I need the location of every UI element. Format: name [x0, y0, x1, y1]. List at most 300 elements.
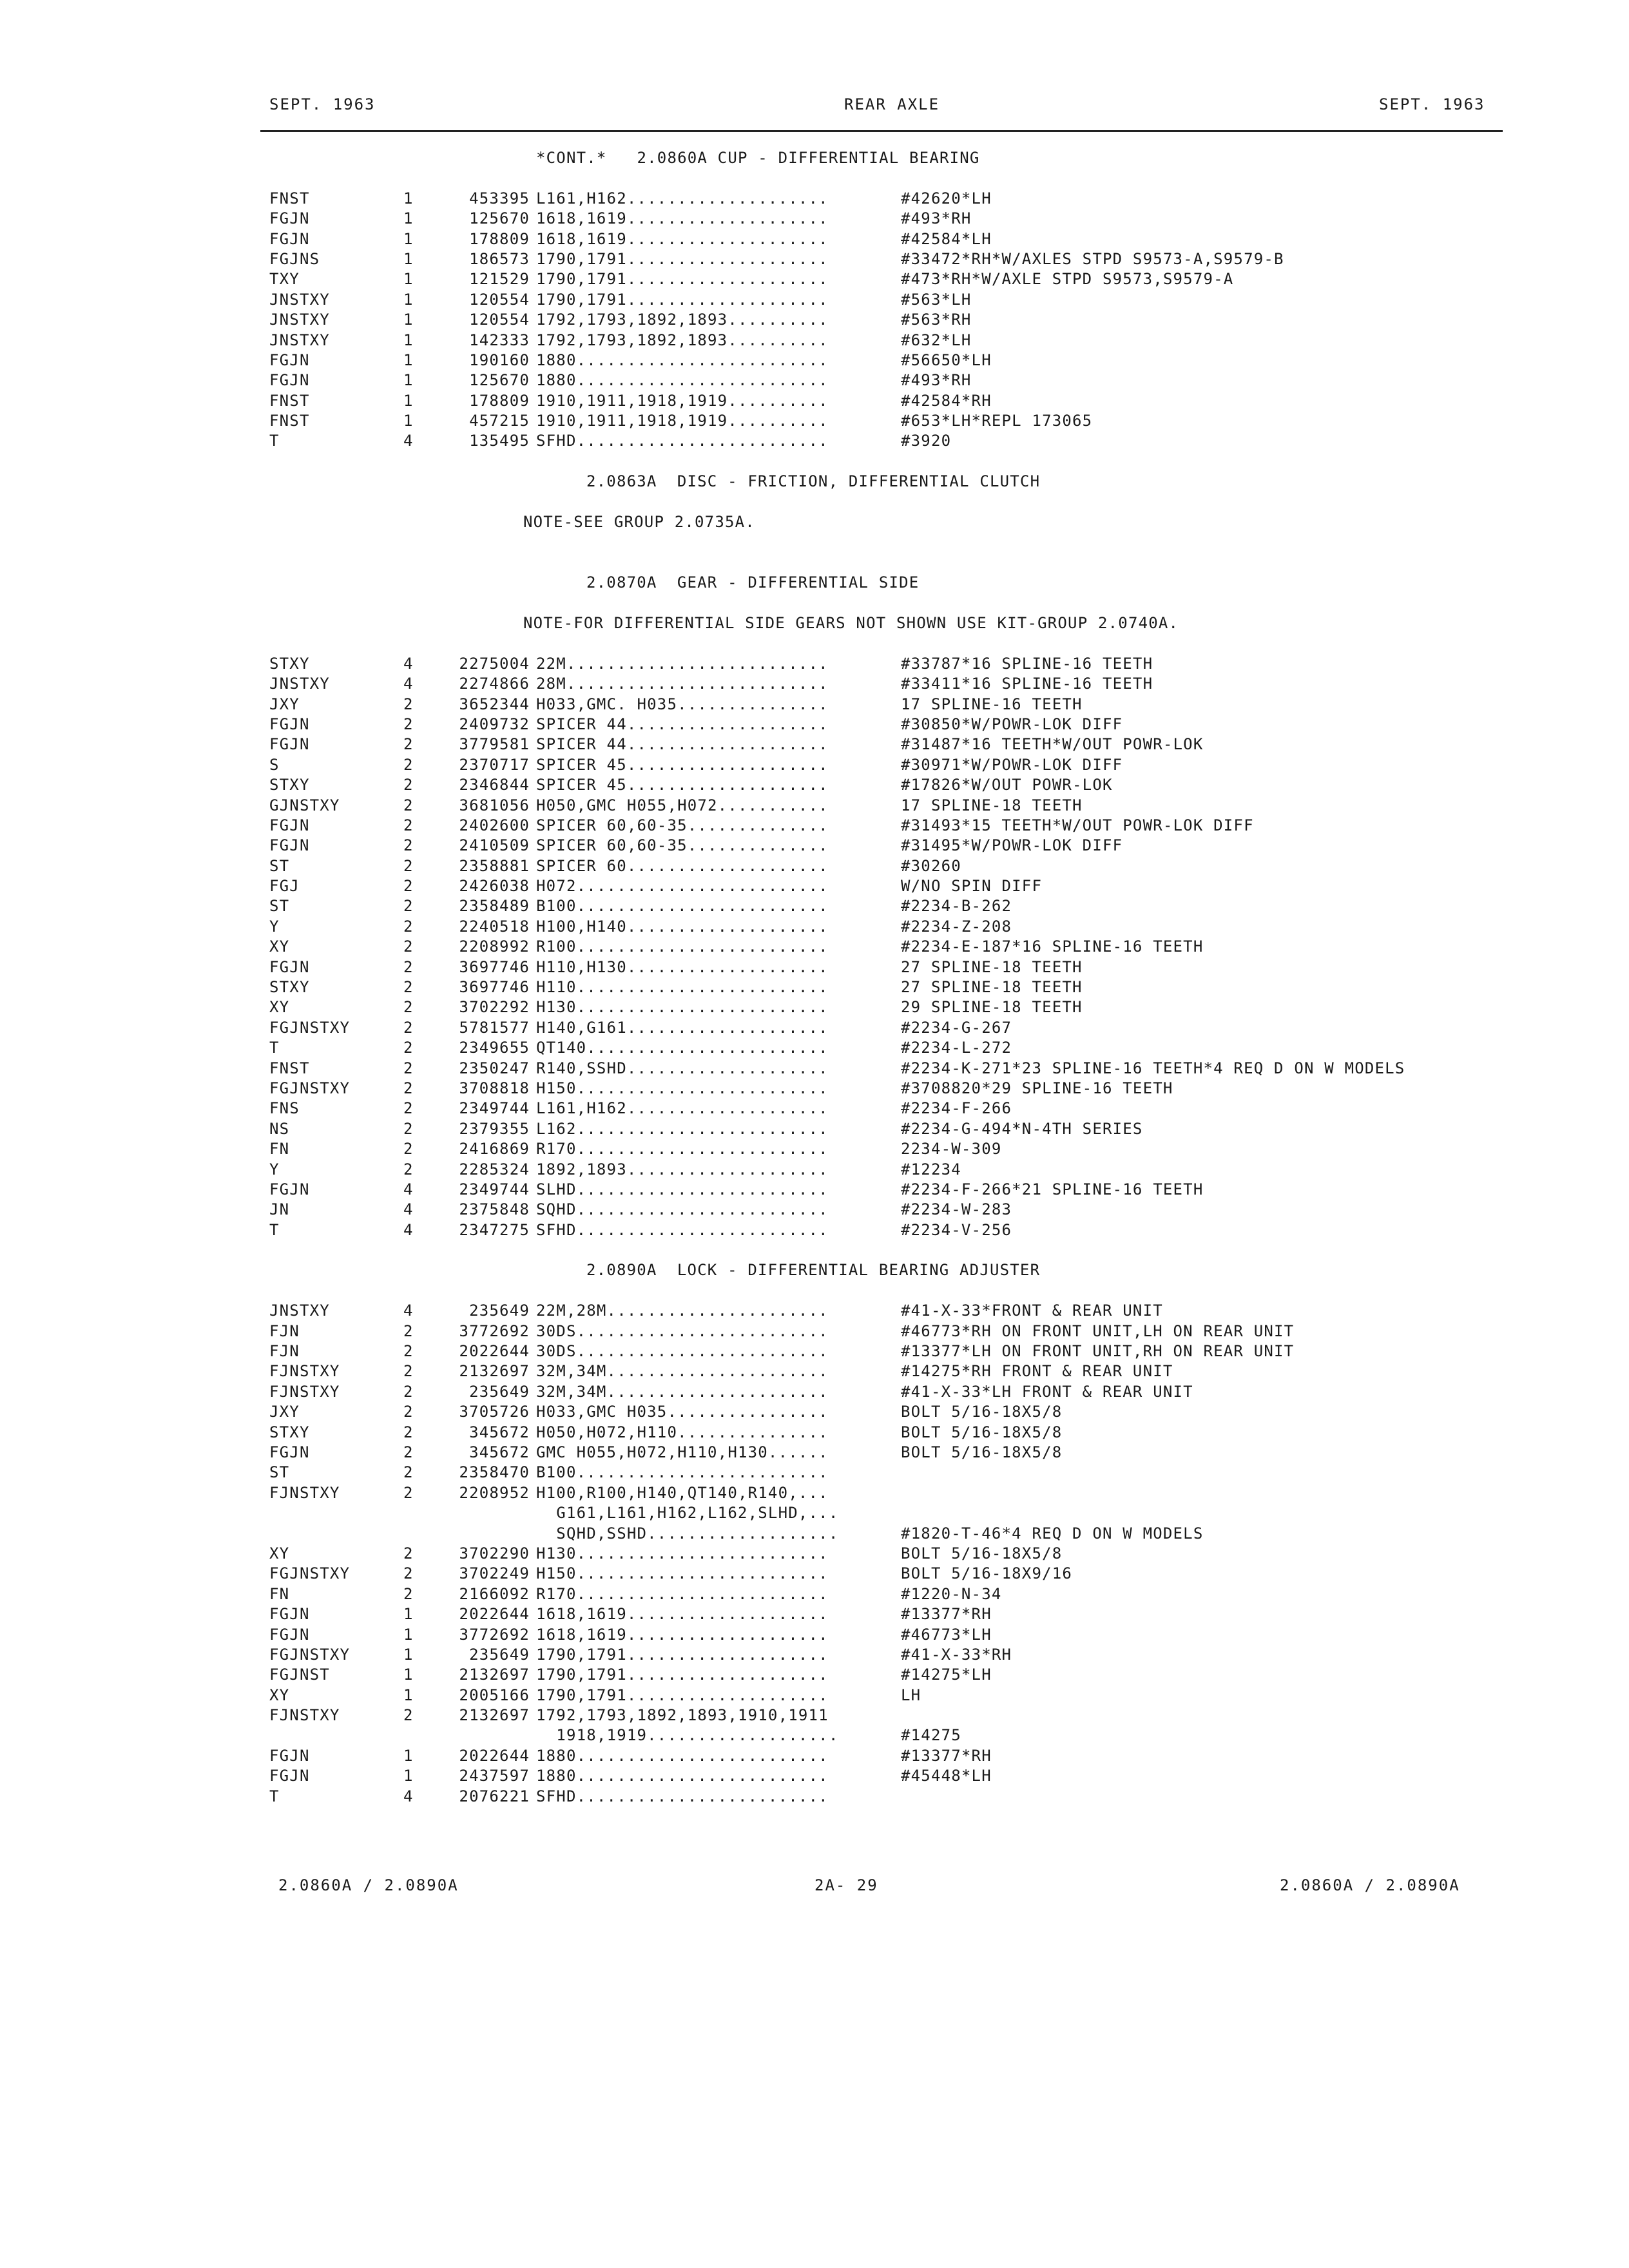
part-number: 345672	[469, 1443, 530, 1461]
spacer	[269, 492, 1500, 512]
model-code: STXY	[269, 654, 310, 673]
footer-range-left: 2.0860A / 2.0890A	[278, 1876, 459, 1894]
section-title: *CONT.* 2.0860A CUP - DIFFERENTIAL BEARING	[536, 149, 980, 167]
quantity: 2	[403, 1403, 414, 1421]
part-row	[269, 1321, 1500, 1341]
application-models: H130.........................	[536, 998, 829, 1017]
application-models: H150.........................	[536, 1079, 829, 1097]
part-number: 2358489	[459, 897, 530, 916]
part-row	[269, 431, 1500, 451]
quantity: 1	[403, 412, 414, 430]
part-description: #31493*15 TEETH*W/OUT POWR-LOK DIFF	[901, 816, 1254, 834]
spacer	[269, 553, 1500, 573]
part-number: 235649	[469, 1645, 530, 1664]
part-row	[269, 1686, 1500, 1706]
application-models: SFHD.........................	[536, 1220, 829, 1239]
quantity: 1	[403, 391, 414, 410]
part-number: 2275004	[459, 654, 530, 673]
part-description: #56650*LH	[901, 351, 992, 369]
part-number: 2347275	[459, 1220, 530, 1239]
quantity: 4	[403, 654, 414, 673]
part-description: #45448*LH	[901, 1767, 992, 1785]
quantity: 1	[403, 209, 414, 228]
model-code	[269, 1503, 403, 1523]
application-models: SQHD.........................	[536, 1200, 829, 1219]
quantity: 2	[403, 1584, 414, 1603]
part-number: 457215	[469, 412, 530, 430]
quantity: 2	[403, 755, 414, 774]
quantity: 1	[403, 1625, 414, 1644]
model-code: Y	[269, 1160, 280, 1178]
model-code: FGJNS	[269, 249, 320, 268]
application-models: H050,GMC H055,H072...........	[536, 796, 829, 814]
part-number: 2346844	[459, 776, 530, 794]
model-code: FNST	[269, 1059, 310, 1077]
part-description: #3920	[901, 432, 952, 450]
model-code: FNST	[269, 391, 310, 410]
part-row	[269, 249, 1500, 269]
part-number: 2005166	[459, 1686, 530, 1704]
part-row	[269, 1301, 1500, 1321]
part-description: #31487*16 TEETH*W/OUT POWR-LOK	[901, 735, 1204, 754]
quantity	[403, 1524, 420, 1544]
part-number: 190160	[469, 351, 530, 369]
header-date-left: SEPT. 1963	[269, 95, 376, 113]
part-row	[269, 1524, 1500, 1544]
part-number	[420, 1524, 536, 1544]
quantity: 2	[403, 1119, 414, 1138]
part-description: #2234-V-256	[901, 1220, 1012, 1239]
application-models: SPICER 60,60-35..............	[536, 816, 829, 834]
spacer	[269, 1240, 1500, 1260]
part-number: 2379355	[459, 1119, 530, 1138]
part-number: 235649	[469, 1302, 530, 1320]
quantity: 4	[403, 432, 414, 450]
part-number: 2076221	[459, 1787, 530, 1805]
application-models: SLHD.........................	[536, 1180, 829, 1198]
part-description: #2234-W-283	[901, 1200, 1012, 1219]
header-rule	[260, 130, 1503, 132]
part-row	[269, 1220, 1500, 1240]
model-code: T	[269, 432, 280, 450]
model-code: STXY	[269, 978, 310, 997]
part-number: 2349655	[459, 1039, 530, 1057]
quantity: 1	[403, 1767, 414, 1785]
model-code: FGJN	[269, 209, 310, 228]
model-code: T	[269, 1039, 280, 1057]
application-models: 1910,1911,1918,1919..........	[536, 391, 829, 410]
quantity: 2	[403, 957, 414, 976]
part-row	[269, 269, 1500, 289]
application-models: SPICER 44....................	[536, 735, 829, 754]
model-code: FGJN	[269, 957, 310, 976]
part-row	[269, 856, 1500, 876]
model-code: FGJNSTXY	[269, 1018, 351, 1037]
quantity: 2	[403, 1483, 414, 1502]
part-description: #30971*W/POWR-LOK DIFF	[901, 755, 1123, 774]
part-description: #42584*LH	[901, 229, 992, 248]
model-code: FGJN	[269, 1625, 310, 1644]
part-number	[420, 1503, 536, 1523]
model-code: FGJN	[269, 351, 310, 369]
part-row	[269, 1463, 1500, 1483]
part-description: #30850*W/POWR-LOK DIFF	[901, 715, 1123, 733]
part-description: #653*LH*REPL 173065	[901, 412, 1093, 430]
part-row	[269, 1160, 1500, 1180]
model-code: T	[269, 1787, 280, 1805]
part-row	[269, 1746, 1500, 1766]
model-code: JNSTXY	[269, 311, 330, 329]
model-code: FJNSTXY	[269, 1706, 340, 1725]
part-description: #2234-G-494*N-4TH SERIES	[901, 1119, 1143, 1138]
part-description: #46773*RH ON FRONT UNIT,LH ON REAR UNIT	[901, 1321, 1295, 1340]
application-models: 1880.........................	[536, 371, 829, 390]
quantity: 1	[403, 229, 414, 248]
part-number: 2426038	[459, 877, 530, 896]
model-code: FJNSTXY	[269, 1382, 340, 1401]
part-row	[269, 816, 1500, 836]
application-models: H100,R100,H140,QT140,R140,...	[536, 1483, 829, 1502]
model-code: NS	[269, 1119, 290, 1138]
model-code: JNSTXY	[269, 290, 330, 309]
model-code: FJNSTXY	[269, 1483, 340, 1502]
part-row	[269, 331, 1500, 351]
model-code: S	[269, 755, 280, 774]
part-number: 2410509	[459, 836, 530, 855]
quantity: 4	[403, 1302, 414, 1320]
part-description: #2234-G-267	[901, 1018, 1012, 1037]
part-row	[269, 1766, 1500, 1786]
application-models: B100.........................	[536, 1463, 829, 1482]
application-models: 32M,34M......................	[536, 1382, 829, 1401]
model-code: GJNSTXY	[269, 796, 340, 814]
header-date-right: SEPT. 1963	[1379, 95, 1485, 113]
part-description: #31495*W/POWR-LOK DIFF	[901, 836, 1123, 855]
part-number: 2375848	[459, 1200, 530, 1219]
part-row	[269, 290, 1500, 310]
part-number: 2208952	[459, 1483, 530, 1502]
part-number: 178809	[469, 229, 530, 248]
model-code: XY	[269, 1686, 290, 1704]
application-models: 1792,1793,1892,1893..........	[536, 311, 829, 329]
model-code: TXY	[269, 270, 300, 289]
part-number	[420, 1725, 536, 1745]
application-models: H050,H072,H110...............	[536, 1423, 829, 1441]
model-code: FGJN	[269, 816, 310, 834]
application-models: SPICER 45....................	[536, 776, 829, 794]
model-code: STXY	[269, 776, 310, 794]
application-models: L161,H162....................	[536, 1099, 829, 1118]
part-row	[269, 735, 1500, 754]
quantity	[403, 1725, 420, 1745]
part-description: #41-X-33*LH FRONT & REAR UNIT	[901, 1382, 1193, 1401]
quantity: 4	[403, 1787, 414, 1805]
model-code: XY	[269, 937, 290, 956]
model-code: FJNSTXY	[269, 1362, 340, 1381]
part-description: 29 SPLINE-18 TEETH	[901, 998, 1083, 1017]
part-description: #30260	[901, 856, 961, 875]
part-row	[269, 977, 1500, 997]
spacer	[269, 633, 1500, 653]
part-number: 3652344	[459, 695, 530, 713]
part-number: 3705726	[459, 1403, 530, 1421]
part-number: 3708818	[459, 1079, 530, 1097]
quantity: 2	[403, 776, 414, 794]
part-description: #2234-F-266*21 SPLINE-16 TEETH	[901, 1180, 1204, 1198]
application-models: 1790,1791....................	[536, 270, 829, 289]
section-title: 2.0890A LOCK - DIFFERENTIAL BEARING ADJUSTER	[586, 1261, 1041, 1280]
part-description: BOLT 5/16-18X9/16	[901, 1564, 1073, 1583]
part-number: 2240518	[459, 917, 530, 936]
header-title: REAR AXLE	[844, 95, 940, 113]
part-description: BOLT 5/16-18X5/8	[901, 1443, 1063, 1461]
quantity: 2	[403, 1423, 414, 1441]
part-row	[269, 715, 1500, 735]
quantity: 1	[403, 270, 414, 289]
part-description: #1220-N-34	[901, 1584, 1002, 1603]
application-models: 1618,1619....................	[536, 1605, 829, 1624]
part-description: 27 SPLINE-18 TEETH	[901, 978, 1083, 997]
part-row	[269, 351, 1500, 370]
quantity: 4	[403, 1180, 414, 1198]
application-models: 1792,1793,1892,1893..........	[536, 331, 829, 349]
part-row	[269, 1725, 1500, 1745]
part-description: BOLT 5/16-18X5/8	[901, 1544, 1063, 1562]
quantity: 2	[403, 735, 414, 754]
model-code: FNST	[269, 412, 310, 430]
part-number: 2350247	[459, 1059, 530, 1077]
part-number: 2409732	[459, 715, 530, 733]
quantity: 1	[403, 331, 414, 349]
part-row	[269, 1604, 1500, 1624]
quantity: 2	[403, 1140, 414, 1158]
part-description: 27 SPLINE-18 TEETH	[901, 957, 1083, 976]
part-description: #46773*LH	[901, 1625, 992, 1644]
footer-range-right: 2.0860A / 2.0890A	[1280, 1876, 1460, 1894]
part-row	[269, 310, 1500, 330]
part-row	[269, 1341, 1500, 1361]
part-row	[269, 1018, 1500, 1038]
application-models: SPICER 60,60-35..............	[536, 836, 829, 855]
part-number: 120554	[469, 290, 530, 309]
model-code: FGJN	[269, 836, 310, 855]
part-row	[269, 1584, 1500, 1604]
model-code	[269, 1524, 403, 1544]
part-description: #2234-F-266	[901, 1099, 1012, 1118]
part-row	[269, 189, 1500, 209]
part-number: 453395	[469, 189, 530, 207]
application-models: 30DS.........................	[536, 1342, 829, 1361]
part-row	[269, 1443, 1500, 1463]
quantity: 1	[403, 1666, 414, 1684]
part-row	[269, 1059, 1500, 1079]
quantity	[403, 1503, 420, 1523]
quantity: 2	[403, 1382, 414, 1401]
part-number: 5781577	[459, 1018, 530, 1037]
part-description: #3708820*29 SPLINE-16 TEETH	[901, 1079, 1173, 1097]
part-number: 186573	[469, 249, 530, 268]
part-description: #33787*16 SPLINE-16 TEETH	[901, 654, 1153, 673]
application-models: H100,H140....................	[536, 917, 829, 936]
part-row	[269, 1079, 1500, 1099]
model-code: FGJN	[269, 1180, 310, 1198]
quantity: 2	[403, 715, 414, 733]
part-number: 3697746	[459, 957, 530, 976]
model-code: ST	[269, 1463, 290, 1482]
model-code: FJN	[269, 1321, 300, 1340]
part-description: #42620*LH	[901, 189, 992, 207]
quantity: 2	[403, 1321, 414, 1340]
application-models: 1790,1791....................	[536, 1645, 829, 1664]
part-number: 2022644	[459, 1342, 530, 1361]
section-title: 2.0870A GEAR - DIFFERENTIAL SIDE	[586, 573, 920, 592]
application-models: 1910,1911,1918,1919..........	[536, 412, 829, 430]
part-number: 2132697	[459, 1706, 530, 1725]
quantity: 2	[403, 856, 414, 875]
part-row	[269, 917, 1500, 937]
quantity: 2	[403, 1160, 414, 1178]
part-number: 135495	[469, 432, 530, 450]
part-description: BOLT 5/16-18X5/8	[901, 1423, 1063, 1441]
application-models: 1618,1619....................	[536, 229, 829, 248]
section-title: 2.0863A DISC - FRICTION, DIFFERENTIAL CLUTCH	[586, 472, 1041, 491]
part-description: #12234	[901, 1160, 961, 1178]
quantity: 1	[403, 189, 414, 207]
spacer	[269, 1281, 1500, 1301]
quantity: 4	[403, 1200, 414, 1219]
part-row	[269, 1139, 1500, 1159]
part-number: 120554	[469, 311, 530, 329]
application-models: H110,H130....................	[536, 957, 829, 976]
part-number: 2349744	[459, 1099, 530, 1118]
part-row	[269, 1099, 1500, 1119]
quantity: 2	[403, 1544, 414, 1562]
quantity: 2	[403, 998, 414, 1017]
part-description: #41-X-33*FRONT & REAR UNIT	[901, 1302, 1163, 1320]
part-row	[269, 997, 1500, 1017]
part-number: 3697746	[459, 978, 530, 997]
part-number: 3772692	[459, 1625, 530, 1644]
application-models: 22M,28M......................	[536, 1302, 829, 1320]
model-code: ST	[269, 856, 290, 875]
section-note: NOTE-SEE GROUP 2.0735A.	[523, 513, 755, 532]
part-description: #2234-L-272	[901, 1039, 1012, 1057]
part-row	[269, 1645, 1500, 1665]
application-models: 1880.........................	[536, 1767, 829, 1785]
model-code: FGJNSTXY	[269, 1645, 351, 1664]
part-description: #632*LH	[901, 331, 972, 349]
part-description: #563*LH	[901, 290, 972, 309]
part-row	[269, 674, 1500, 694]
application-models: G161,L161,H162,L162,SLHD,...	[536, 1504, 839, 1523]
application-models: QT140........................	[536, 1039, 829, 1057]
model-code: FGJN	[269, 715, 310, 733]
part-description: #17826*W/OUT POWR-LOK	[901, 776, 1113, 794]
parts-listing	[269, 148, 1500, 1807]
application-models: R170.........................	[536, 1584, 829, 1603]
model-code: XY	[269, 1544, 290, 1562]
part-number: 345672	[469, 1423, 530, 1441]
model-code: T	[269, 1220, 280, 1239]
model-code: FGJNSTXY	[269, 1079, 351, 1097]
part-row	[269, 1564, 1500, 1584]
model-code: FGJN	[269, 371, 310, 390]
model-code: ST	[269, 897, 290, 916]
application-models: SPICER 45....................	[536, 755, 829, 774]
part-number: 125670	[469, 371, 530, 390]
model-code: JNSTXY	[269, 1302, 330, 1320]
part-row	[269, 1180, 1500, 1200]
application-models: SPICER 44....................	[536, 715, 829, 733]
application-models: SQHD,SSHD...................	[536, 1524, 839, 1542]
part-row	[269, 1200, 1500, 1220]
part-number: 2437597	[459, 1767, 530, 1785]
part-description: #563*RH	[901, 311, 972, 329]
model-code: JN	[269, 1200, 290, 1219]
quantity: 1	[403, 1686, 414, 1704]
application-models: R100.........................	[536, 937, 829, 956]
quantity: 2	[403, 877, 414, 896]
part-row	[269, 957, 1500, 977]
part-number: 2274866	[459, 675, 530, 693]
model-code: JNSTXY	[269, 331, 330, 349]
part-row	[269, 775, 1500, 795]
quantity: 2	[403, 937, 414, 956]
quantity: 2	[403, 1039, 414, 1057]
part-number: 2132697	[459, 1362, 530, 1381]
application-models: 1790,1791....................	[536, 1686, 829, 1704]
quantity: 1	[403, 311, 414, 329]
application-models: 1918,1919...................	[536, 1726, 839, 1745]
application-models: 1790,1791....................	[536, 249, 829, 268]
part-description: #13377*RH	[901, 1605, 992, 1624]
part-row	[269, 1483, 1500, 1503]
part-row	[269, 836, 1500, 856]
application-models: R140,SSHD....................	[536, 1059, 829, 1077]
application-models: H110.........................	[536, 978, 829, 997]
section-note: NOTE-FOR DIFFERENTIAL SIDE GEARS NOT SHOWN USE KIT-GROUP 2.0740A.	[523, 613, 1179, 632]
part-description: #13377*LH ON FRONT UNIT,RH ON REAR UNIT	[901, 1342, 1295, 1361]
part-description: LH	[901, 1686, 921, 1704]
part-description: #2234-K-271*23 SPLINE-16 TEETH*4 REQ D ON W MODELS	[901, 1059, 1405, 1077]
part-number: 3779581	[459, 735, 530, 754]
application-models: 1880.........................	[536, 1746, 829, 1765]
part-number: 2022644	[459, 1605, 530, 1624]
quantity: 2	[403, 1018, 414, 1037]
application-models: 28M..........................	[536, 675, 829, 693]
part-description: 2234-W-309	[901, 1140, 1002, 1158]
quantity: 1	[403, 1645, 414, 1664]
part-description: #14275*LH	[901, 1666, 992, 1684]
quantity: 4	[403, 1220, 414, 1239]
part-row	[269, 1787, 1500, 1807]
quantity: 2	[403, 796, 414, 814]
part-row	[269, 1402, 1500, 1422]
model-code: Y	[269, 917, 280, 936]
part-number: 3702249	[459, 1564, 530, 1583]
application-models: 1790,1791....................	[536, 290, 829, 309]
application-models: 30DS.........................	[536, 1321, 829, 1340]
spacer	[269, 168, 1500, 188]
model-code: FNS	[269, 1099, 300, 1118]
quantity: 2	[403, 1079, 414, 1097]
part-description: #1820-T-46*4 REQ D ON W MODELS	[901, 1524, 1204, 1542]
model-code: FGJNSTXY	[269, 1564, 351, 1583]
application-models: H033,GMC H035................	[536, 1403, 829, 1421]
part-row	[269, 654, 1500, 674]
quantity: 2	[403, 1564, 414, 1583]
quantity: 2	[403, 897, 414, 916]
